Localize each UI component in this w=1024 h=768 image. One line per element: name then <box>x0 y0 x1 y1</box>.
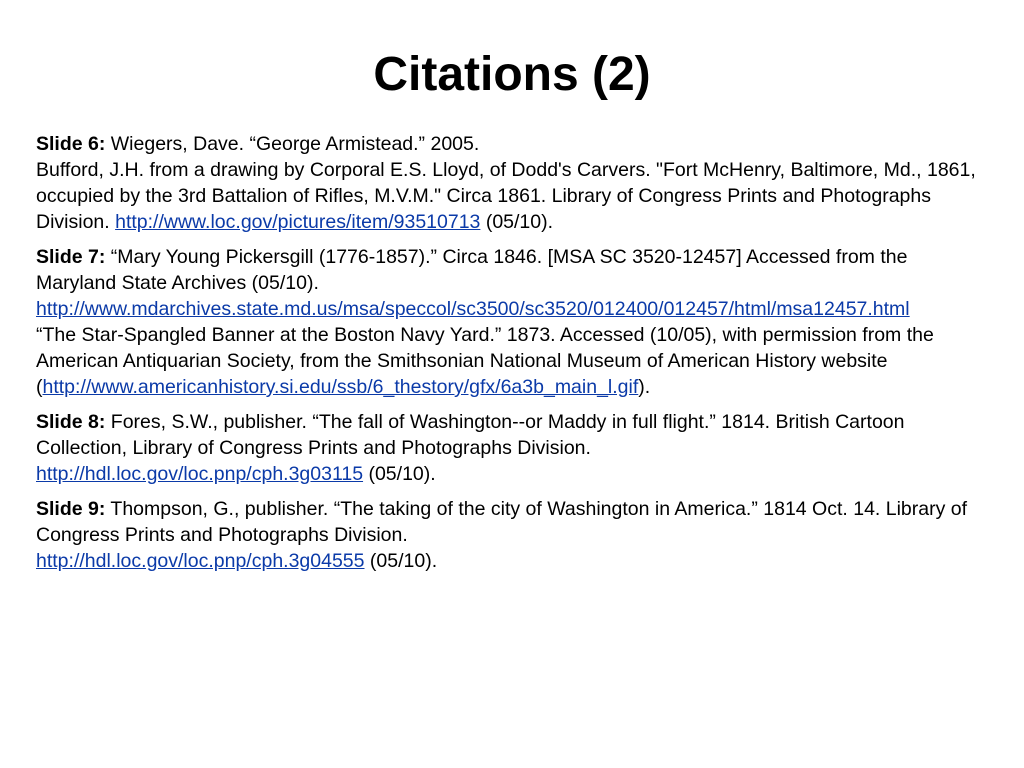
citations-list <box>36 131 988 583</box>
citation-label: Slide 7: <box>36 246 106 268</box>
citation-text: Wiegers, Dave. “George Armistead.” 2005. <box>105 133 480 155</box>
citation-link[interactable]: http://hdl.loc.gov/loc.pnp/cph.3g03115 <box>36 463 364 485</box>
citation-line <box>36 244 988 296</box>
citation-line <box>36 131 988 157</box>
citation-slide-8 <box>36 409 988 487</box>
citation-line <box>36 157 988 235</box>
citation-slide-6 <box>36 131 988 235</box>
citation-line <box>36 548 988 574</box>
citation-label: Slide 6: <box>36 133 106 155</box>
citation-link[interactable]: http://www.mdarchives.state.md.us/msa/speccol/sc3500/sc3520/012400/012457/html/msa12457.html <box>36 298 910 320</box>
citation-link[interactable]: http://hdl.loc.gov/loc.pnp/cph.3g04555 <box>36 550 365 572</box>
citation-link[interactable]: http://www.loc.gov/pictures/item/93510713 <box>115 211 481 233</box>
citation-line <box>36 496 988 548</box>
citation-label: Slide 9: <box>36 498 106 520</box>
citation-text: “The Star-Spangled Banner at the Boston Navy Yard.” 1873. Accessed (10/05), with permission from the American Antiquarian Society, from the Smithsonian National Museum of American History website <box>36 324 934 372</box>
page-title: Citations (2) <box>373 48 651 101</box>
citation-slide-7 <box>36 244 988 400</box>
citation-line <box>36 409 988 461</box>
citation-text: “Mary Young Pickersgill (1776-1857).” Circa 1846. [MSA SC 3520-12457] Accessed from the Maryland State Archives (05/10). <box>36 246 908 294</box>
citation-line <box>36 322 988 374</box>
citation-line <box>36 374 988 400</box>
citation-link[interactable]: http://www.americanhistory.si.edu/ssb/6_thestory/gfx/6a3b_main_l.gif <box>42 376 639 398</box>
citation-access-date: (05/10). <box>363 463 436 485</box>
citation-line <box>36 296 988 322</box>
citation-slide-9 <box>36 496 988 574</box>
citation-text: Bufford, J.H. from a drawing by Corporal E.S. Lloyd, of Dodd's Carvers. "Fort McHenry, Baltimore, Md., 1861, occupied by the 3rd Battalion of Rifles, M.V.M." Circa 1861. Library of Congress Prints and Photographs Division. <box>36 159 976 233</box>
citation-text: Fores, S.W., publisher. “The fall of Washington--or Maddy in full flight.” 1814. British Cartoon Collection, Library of Congress Prints and Photographs Division. <box>36 411 905 459</box>
citation-access-date: (05/10). <box>364 550 438 572</box>
citation-line <box>36 461 988 487</box>
citation-paren: ). <box>638 376 651 398</box>
citation-label: Slide 8: <box>36 411 106 433</box>
citation-paren: ( <box>36 376 43 398</box>
citation-access-date: (05/10). <box>480 211 554 233</box>
citation-text: Thompson, G., publisher. “The taking of the city of Washington in America.” 1814 Oct. 14. Library of Congress Prints and Photographs Division. <box>36 498 968 546</box>
